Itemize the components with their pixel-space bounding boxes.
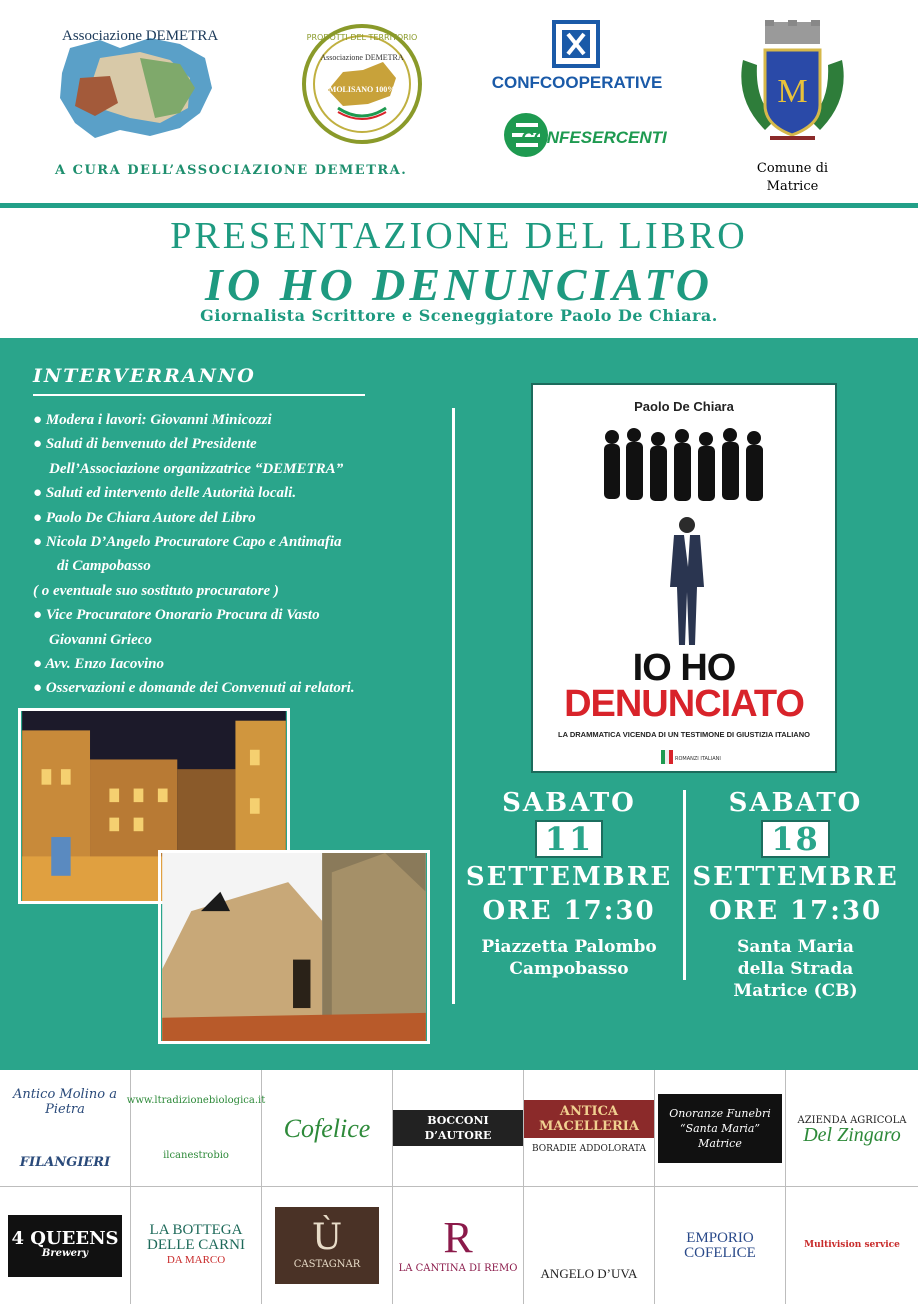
sponsor-cofelice: Cofelice: [262, 1070, 393, 1187]
sponsor-castagnar: Ù CASTAGNAR: [262, 1187, 393, 1304]
comune-caption: [730, 160, 855, 196]
event-time: ORE 17:30: [482, 896, 656, 926]
sponsor-onoranze-funebri: Onoranze Funebri “Santa Maria” Matrice: [655, 1070, 786, 1187]
book-cover: [531, 383, 837, 773]
list-item: ● Saluti di benvenuto del Presidente Dell’Associazione organizzatrice “DEMETRA”: [33, 436, 344, 477]
confcooperative-logo: [491, 20, 663, 100]
demetra-logo-text: Associazione DEMETRA: [62, 28, 219, 44]
prodotti-seal-badge: MOLISANO 100%: [328, 85, 396, 94]
header-divider: [0, 203, 918, 208]
event-date: 18: [761, 820, 830, 858]
event-place: Santa Maria della Strada Matrice (CB): [733, 937, 858, 1001]
list-item: ● Paolo De Chiara Autore del Libro: [33, 509, 256, 526]
prodotti-seal-inner: Associazione DEMETRA: [320, 53, 404, 62]
photo-church: [158, 850, 430, 1044]
event-divider: [683, 790, 686, 980]
sponsor-antica-macelleria: ANTICA MACELLERIA BORADIE ADDOLORATA: [524, 1070, 655, 1187]
sponsors-grid: [0, 1070, 918, 1304]
event-month: SETTEMBRE: [692, 862, 899, 892]
list-item: ● Modera i lavori: Giovanni Minicozzi: [33, 412, 272, 428]
sponsor-emporio-cofelice: EMPORIO COFELICE: [655, 1187, 786, 1304]
sponsor-multivision: Multivision service: [804, 1240, 900, 1250]
book-subtitle: LA DRAMMATICA VICENDA DI UN TESTIMONE DI GIUSTIZIA ITALIANO: [558, 730, 810, 739]
sponsor-del-zingaro: AZIENDA AGRICOLA Del Zingaro: [786, 1070, 918, 1187]
sponsor-angelo-uva: ANGELO D’UVA: [524, 1187, 655, 1304]
prodotti-territorio-seal: [298, 20, 426, 148]
title-area: [0, 210, 918, 338]
event-time: ORE 17:30: [708, 896, 883, 926]
event-campobasso: [460, 788, 678, 980]
sponsor-4-queens: 4 QUEENS Brewery: [0, 1187, 131, 1304]
list-item: ● Osservazioni e domande dei Convenuti ai relatori.: [33, 680, 355, 697]
column-divider: [452, 408, 455, 1004]
interventi-list: [33, 408, 453, 701]
list-item: ● Avv. Enzo Iacovino: [33, 656, 165, 673]
confcooperative-text: CONFCOOPERATIVE: [491, 73, 663, 92]
comune-coat-of-arms: [735, 20, 850, 165]
header: [0, 0, 918, 205]
list-item: ● Vice Procuratore Onorario Procura di Vasto Giovanni Grieco: [33, 607, 320, 648]
sponsor-bocconi-autore: BOCCONI D’AUTORE: [393, 1070, 524, 1187]
comune-caption-line1: Comune di: [756, 161, 829, 176]
sponsor-antico-molino: Antico Molino a Pietra FILANGIERI: [0, 1070, 131, 1187]
book-title-line2: DENUNCIATO: [564, 683, 804, 725]
demetra-caption: A CURA DELL’ASSOCIAZIONE DEMETRA.: [55, 163, 408, 178]
title-author-line: Giornalista Scrittore e Sceneggiatore Paolo De Chiara.: [200, 306, 718, 325]
interventi-underline: [33, 394, 365, 396]
comune-caption-line2: Matrice: [766, 179, 819, 194]
sponsor-bottega-carni: LA BOTTEGA DELLE CARNI DA MARCO: [131, 1187, 262, 1304]
list-item: ● Nicola D’Angelo Procuratore Capo e Antimafia di Campobasso ( o eventuale suo sostituto procuratore ): [33, 534, 342, 599]
book-title-line1: IO HO: [632, 647, 736, 689]
event-month: SETTEMBRE: [465, 862, 673, 892]
sponsor-tradizione-biologica: www.ltradizionebiologica.it ilcanestrobio: [131, 1070, 262, 1187]
event-date: 11: [535, 820, 604, 858]
event-matrice: [688, 788, 903, 1002]
publisher-name: ROMANZI ITALIANI: [675, 756, 721, 762]
event-day: SABATO: [728, 788, 863, 818]
event-place: Piazzetta Palombo Campobasso: [481, 937, 657, 979]
publisher-logo: [661, 750, 721, 764]
title-book-name: IO HO DENUNCIATO: [205, 259, 713, 310]
demetra-logo: [40, 18, 220, 143]
sponsor-cantina-remo: R LA CANTINA DI REMO: [393, 1187, 524, 1304]
interventi-heading: INTERVERRANNO: [33, 365, 256, 387]
title-presentazione: PRESENTAZIONE DEL LIBRO: [170, 215, 748, 257]
comune-letter: M: [777, 73, 808, 110]
book-author: Paolo De Chiara: [634, 399, 734, 414]
confesercenti-logo: [502, 105, 667, 165]
list-item: ● Saluti ed intervento delle Autorità locali.: [33, 485, 297, 502]
main-panel: [0, 338, 918, 1070]
confesercenti-text: CONFESERCENTI: [521, 128, 667, 147]
silhouettes-illustration: [598, 427, 770, 647]
prodotti-seal-text: PRODOTTI DEL TERRITORIO: [306, 33, 418, 42]
event-day: SABATO: [502, 788, 636, 818]
